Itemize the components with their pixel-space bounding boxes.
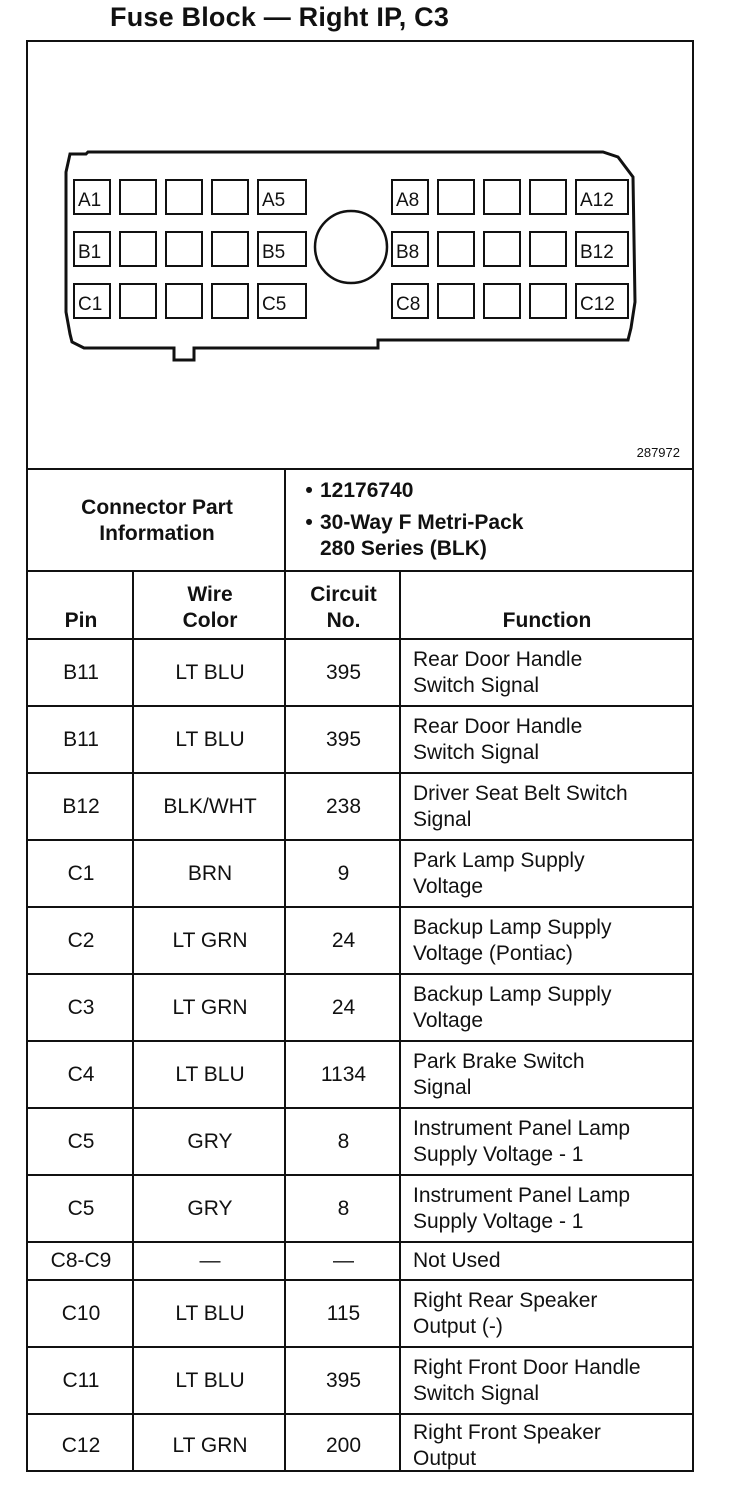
- wire-color-cell: LT BLU: [175, 727, 245, 751]
- function-line2: Signal: [413, 807, 472, 831]
- function-line1: Instrument Panel Lamp: [413, 1116, 631, 1140]
- function-line2: Switch Signal: [413, 1381, 540, 1405]
- connector-table-frame: [26, 40, 694, 1472]
- function-line2: Voltage: [413, 874, 484, 898]
- circuit-cell: 200: [325, 1434, 362, 1457]
- function-cell: [413, 1347, 693, 1414]
- circuit-cell: 8: [337, 1196, 350, 1220]
- connector-part-info-label: Connector Part Information: [81, 496, 233, 545]
- table-row: [28, 706, 692, 773]
- figure-number: 287972: [636, 445, 680, 460]
- connector-face-drawing: [28, 42, 692, 470]
- connector-housing-outline: [66, 152, 635, 360]
- function-line1: Backup Lamp Supply: [413, 982, 612, 1006]
- pin-cell: C11: [62, 1368, 100, 1392]
- function-line2: Output (-): [413, 1314, 503, 1338]
- cavity-A10: [484, 180, 520, 214]
- center-post: [315, 211, 387, 283]
- part-number: 12176740: [320, 479, 414, 502]
- cavity-label: A5: [262, 190, 286, 211]
- table-row: [28, 773, 692, 840]
- connector-description-item: • 30-Way F Metri-Pack 280 Series (BLK): [305, 511, 524, 560]
- function-line2: Switch Signal: [413, 674, 540, 697]
- function-line1: Backup Lamp Supply: [413, 915, 612, 939]
- function-cell: [413, 1041, 693, 1108]
- table-row: [28, 1108, 692, 1175]
- header-function: Function: [502, 609, 592, 632]
- function-line1: Not Used: [413, 1249, 501, 1272]
- function-line2: Voltage (Pontiac): [413, 941, 573, 965]
- circuit-cell: 238: [325, 794, 362, 818]
- wire-color-cell: LT BLU: [175, 1062, 245, 1086]
- function-line1: Rear Door Handle: [413, 648, 583, 671]
- cavity-label: A1: [78, 190, 102, 211]
- description-line2: 280 Series (BLK): [320, 537, 487, 560]
- wire-color-cell: LT GRN: [172, 1434, 248, 1457]
- header-pin: Pin: [64, 609, 98, 632]
- wire-color-cell: GRY: [187, 1129, 233, 1153]
- circuit-cell: 395: [325, 661, 362, 684]
- cavity-label: C12: [580, 294, 615, 315]
- cavity-label: C1: [78, 294, 103, 315]
- cavity-grid: [74, 180, 628, 318]
- function-cell: [413, 1242, 693, 1280]
- function-cell: [413, 1414, 693, 1478]
- cavity-B11: [530, 232, 566, 266]
- function-line1: Park Lamp Supply: [413, 848, 585, 872]
- wire-color-cell: GRY: [187, 1196, 233, 1220]
- function-cell: [413, 1108, 693, 1175]
- cavity-A2: [120, 180, 156, 214]
- table-row: [28, 907, 692, 974]
- description-line1: 30-Way F Metri-Pack: [320, 511, 524, 534]
- cavity-A11: [530, 180, 566, 214]
- table-row: [28, 974, 692, 1041]
- pin-cell: C1: [67, 861, 95, 885]
- cavity-A4: [212, 180, 248, 214]
- wire-color-cell: LT BLU: [175, 1368, 245, 1392]
- cavity-C9: [438, 284, 474, 318]
- cavity-C10: [484, 284, 520, 318]
- pin-cell: C12: [61, 1434, 101, 1457]
- table-row: [28, 1347, 692, 1414]
- function-line2: Signal: [413, 1075, 472, 1099]
- wire-color-cell: BRN: [187, 861, 233, 885]
- pin-cell: C5: [67, 1129, 95, 1153]
- connector-part-info: [298, 478, 688, 568]
- function-cell: [413, 706, 693, 773]
- header-circuit-no: Circuit No.: [310, 583, 377, 632]
- pin-cell: B11: [63, 727, 99, 751]
- cavity-label: A12: [580, 190, 614, 211]
- cavity-C3: [166, 284, 202, 318]
- table-row: [28, 640, 692, 706]
- function-cell: [413, 840, 693, 907]
- cavity-label: B8: [396, 242, 420, 263]
- function-line1: Rear Door Handle: [413, 714, 583, 738]
- circuit-cell: 115: [326, 1301, 361, 1325]
- cavity-B10: [484, 232, 520, 266]
- table-row: [28, 1175, 692, 1242]
- function-line2: Supply Voltage - 1: [413, 1209, 584, 1233]
- function-cell: [413, 907, 693, 974]
- cavity-B2: [120, 232, 156, 266]
- cavity-label: C5: [262, 294, 287, 315]
- cavity-B9: [438, 232, 474, 266]
- table-row: [28, 1414, 692, 1478]
- circuit-cell: 24: [331, 928, 356, 952]
- function-line2: Supply Voltage - 1: [413, 1142, 584, 1166]
- cavity-A3: [166, 180, 202, 214]
- cavity-C4: [212, 284, 248, 318]
- cavity-C2: [120, 284, 156, 318]
- cavity-label: B12: [580, 242, 614, 263]
- table-row: [28, 1041, 692, 1108]
- circuit-cell: 9: [337, 861, 350, 885]
- wire-color-cell: LT GRN: [172, 928, 248, 952]
- function-cell: [413, 974, 693, 1041]
- cavity-B4: [212, 232, 248, 266]
- circuit-cell: 24: [331, 995, 356, 1019]
- page-title: Fuse Block — Right IP, C3: [110, 2, 450, 32]
- pin-cell: C8-C9: [50, 1249, 112, 1272]
- pin-cell: C4: [67, 1062, 95, 1086]
- function-line1: Instrument Panel Lamp: [413, 1183, 631, 1207]
- pin-cell: C5: [67, 1196, 95, 1220]
- wire-color-cell: LT GRN: [172, 995, 248, 1019]
- wire-color-cell: BLK/WHT: [163, 794, 257, 818]
- cavity-label: A8: [396, 190, 420, 211]
- cavity-A9: [438, 180, 474, 214]
- function-cell: [413, 1280, 693, 1347]
- wire-color-cell: —: [199, 1249, 221, 1272]
- function-line1: Driver Seat Belt Switch: [413, 781, 628, 805]
- cavity-label: B1: [78, 242, 102, 263]
- part-number-item: • 12176740: [305, 479, 414, 502]
- pin-cell: C3: [67, 995, 95, 1019]
- function-line2: Voltage: [413, 1008, 484, 1032]
- table-row: [28, 1242, 692, 1280]
- wire-color-cell: LT BLU: [175, 661, 245, 684]
- function-line1: Right Front Speaker: [413, 1421, 601, 1444]
- function-line2: Output: [413, 1447, 477, 1470]
- function-line1: Park Brake Switch: [413, 1049, 585, 1073]
- function-line1: Right Front Door Handle: [413, 1355, 641, 1379]
- pin-cell: B12: [62, 794, 100, 818]
- cavity-C11: [530, 284, 566, 318]
- function-line2: Switch Signal: [413, 740, 540, 764]
- circuit-cell: 8: [337, 1129, 350, 1153]
- circuit-cell: —: [333, 1249, 354, 1272]
- wire-color-cell: LT BLU: [175, 1301, 245, 1325]
- function-line1: Right Rear Speaker: [413, 1288, 598, 1312]
- function-cell: [413, 640, 693, 706]
- pin-cell: C2: [67, 928, 95, 952]
- connector-diagram: [28, 42, 692, 470]
- circuit-cell: 1134: [320, 1062, 367, 1086]
- cavity-label: C8: [396, 294, 421, 315]
- function-cell: [413, 1175, 693, 1242]
- circuit-cell: 395: [325, 1368, 362, 1392]
- pin-cell: C10: [61, 1301, 101, 1325]
- function-cell: [413, 773, 693, 840]
- cavity-B3: [166, 232, 202, 266]
- header-wire-color: Wire Color: [182, 583, 238, 632]
- table-row: [28, 1280, 692, 1347]
- table-row: [28, 840, 692, 907]
- cavity-label: B5: [262, 242, 286, 263]
- circuit-cell: 395: [325, 727, 362, 751]
- pin-cell: B11: [63, 661, 99, 684]
